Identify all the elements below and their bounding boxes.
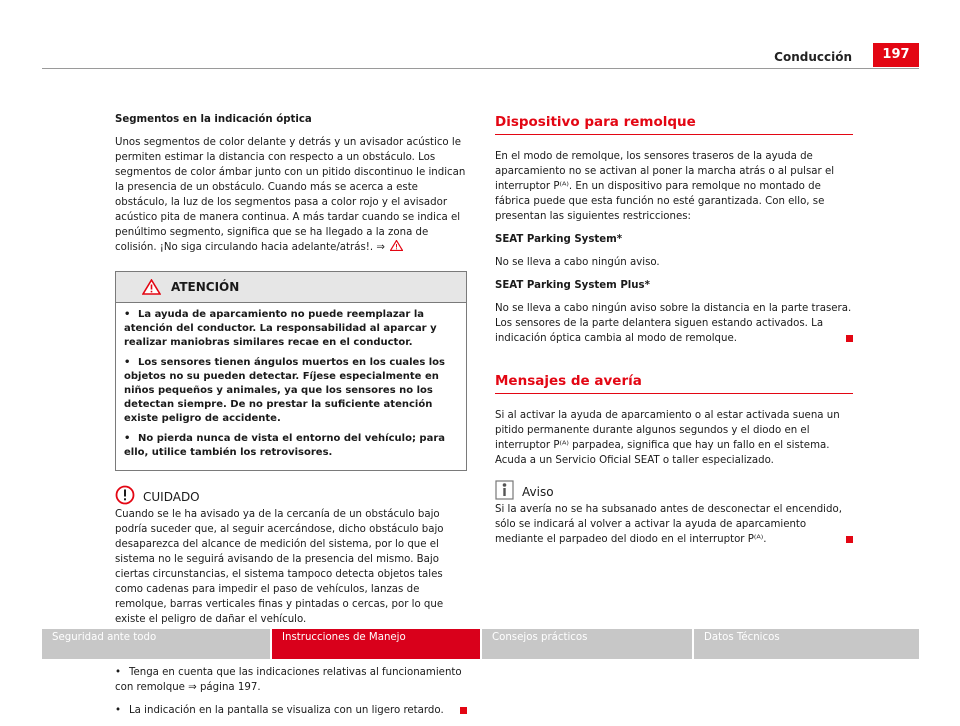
attention-header: [116, 272, 466, 303]
section-end-marker: [846, 335, 853, 342]
fault-note-title: Aviso: [522, 484, 554, 499]
sys2-label: SEAT Parking System Plus*: [495, 280, 650, 291]
segments-text: Unos segmentos de color delante y detrás y un avisador acústico le permiten estimar la distancia con respecto a un obstáculo. Los segmentos de color ámbar junto con un pitido discontinuo le indican la presencia de un obstáculo. Cuando más se acerca a este obstáculo, la luz de los segmentos pasa a color rojo y el avisador acústico pita de manera continua. A más tardar cuando se indica el penúltimo segmento, significa que se ha llegado a la zona de colisión. ¡No siga circulando hacia adelante/atrás!. ⇒: [115, 137, 466, 253]
note-item: • Tenga en cuenta que las indicaciones relativas al funcionamiento con remolque ⇒ página 197.: [115, 667, 462, 693]
caution-header: [115, 485, 467, 505]
sys2-text: No se lleva a cabo ningún aviso sobre la distancia en la parte trasera. Los sensores de la parte delantera siguen estando activados. La indicación óptica cambia al modo de remolque.: [495, 303, 852, 344]
footer-tab-instrucciones[interactable]: Instrucciones de Manejo: [272, 629, 480, 659]
attention-item: • No pierda nunca de vista el entorno del vehículo; para ello, utilice también los retrovisores.: [124, 433, 446, 458]
footer-tab-datos[interactable]: Datos Técnicos: [694, 629, 919, 659]
attention-body: [116, 303, 466, 470]
warning-triangle-icon: [142, 279, 161, 295]
note-item-text: La indicación en la pantalla se visualiza con un ligero retardo.: [129, 705, 444, 716]
section-end-marker: [460, 707, 467, 714]
section-end-marker: [846, 536, 853, 543]
note-item: • La indicación en la pantalla se visualiza con un ligero retardo.: [115, 703, 467, 718]
header-divider: [42, 68, 919, 69]
caution-text: Cuando se le ha avisado ya de la cercanía de un obstáculo bajo podría suceder que, al seguir acercándose, dicho obstáculo bajo desaparezca del alcance de medición del sistema, por lo que el sistema no le seguirá avisando de la presencia del mismo. Bajo ciertas circunstancias, el sistema tampoco detecta objetos tales como cadenas para impedir el paso de vehículos, lanzas de remolque, barras verticales finas y pintadas o cercas, por lo que existe el peligro de dañar el vehículo.: [115, 509, 444, 625]
attention-title: ATENCIÓN: [171, 279, 240, 294]
fault-note-header: [495, 480, 853, 500]
trailer-intro: En el modo de remolque, los sensores traseros de la ayuda de aparcamiento no se activan al poner la marcha atrás o al pulsar el interruptor P⁽ᴬ⁾. En un dispositivo para remolque no montado de fábrica puede que esta función no esté garantizada. Con ello, se presentan las siguientes restricciones:: [495, 151, 835, 222]
footer-tab-consejos[interactable]: Consejos prácticos: [482, 629, 692, 659]
attention-item-text: Los sensores tienen ángulos muertos en los cuales los objetos no su pueden detectar. Fíjese especialmente en niños pequeños y animales, ya que los sensores no los detectan siempre. De no prestar la suficiente atención existe peligro de accidente.: [124, 357, 446, 424]
footer-tab-seguridad[interactable]: Seguridad ante todo: [42, 629, 270, 659]
sys1-text: No se lleva a cabo ningún aviso.: [495, 257, 660, 268]
info-note-icon: [495, 480, 514, 500]
attention-item-text: No pierda nunca de vista el entorno del vehículo; para ello, utilice también los retrovisores.: [124, 433, 446, 458]
attention-box: [115, 271, 467, 471]
segments-heading: Segmentos en la indicación óptica: [115, 114, 312, 125]
warning-triangle-icon[interactable]: [390, 240, 403, 251]
sys1-label: SEAT Parking System*: [495, 234, 623, 245]
segments-paragraph: [115, 135, 467, 255]
fault-section-title: Mensajes de avería: [495, 374, 853, 394]
trailer-section-title: Dispositivo para remolque: [495, 115, 853, 135]
caution-title: CUIDADO: [143, 489, 200, 504]
note-item-text: Tenga en cuenta que las indicaciones relativas al funcionamiento con remolque ⇒ página 197.: [115, 667, 462, 693]
fault-note-text: Si la avería no se ha subsanado antes de desconectar el encendido, sólo se indicará al volver a activar la ayuda de aparcamiento mediante el parpadeo del diodo en el interruptor P⁽ᴬ⁾.: [495, 504, 842, 545]
page-number: 197: [873, 43, 919, 67]
attention-item-text: La ayuda de aparcamiento no puede reemplazar la atención del conductor. La responsabilidad al aparcar y realizar maniobras similares recae en el conductor.: [124, 309, 437, 348]
sys2-paragraph: [495, 301, 853, 346]
fault-text: Si al activar la ayuda de aparcamiento o al estar activada suena un pitido permanente durante algunos segundos y el diodo en el interruptor P⁽ᴬ⁾ parpadea, significa que hay un fallo en el sistema. Acuda a un Servicio Oficial SEAT o taller especializado.: [495, 410, 840, 466]
attention-item: • La ayuda de aparcamiento no puede reemplazar la atención del conductor. La responsabilidad al aparcar y realizar maniobras similares recae en el conductor.: [124, 309, 437, 348]
caution-exclamation-icon: [115, 485, 135, 505]
right-column: [495, 115, 853, 555]
attention-item: • Los sensores tienen ángulos muertos en los cuales los objetos no su pueden detectar. Fíjese especialmente en niños pequeños y animales, ya que los sensores no los detectan siempre. De no prestar la suficiente atención existe peligro de accidente.: [124, 357, 446, 424]
section-title: Conducción: [774, 50, 852, 64]
fault-note-paragraph: [495, 502, 853, 547]
